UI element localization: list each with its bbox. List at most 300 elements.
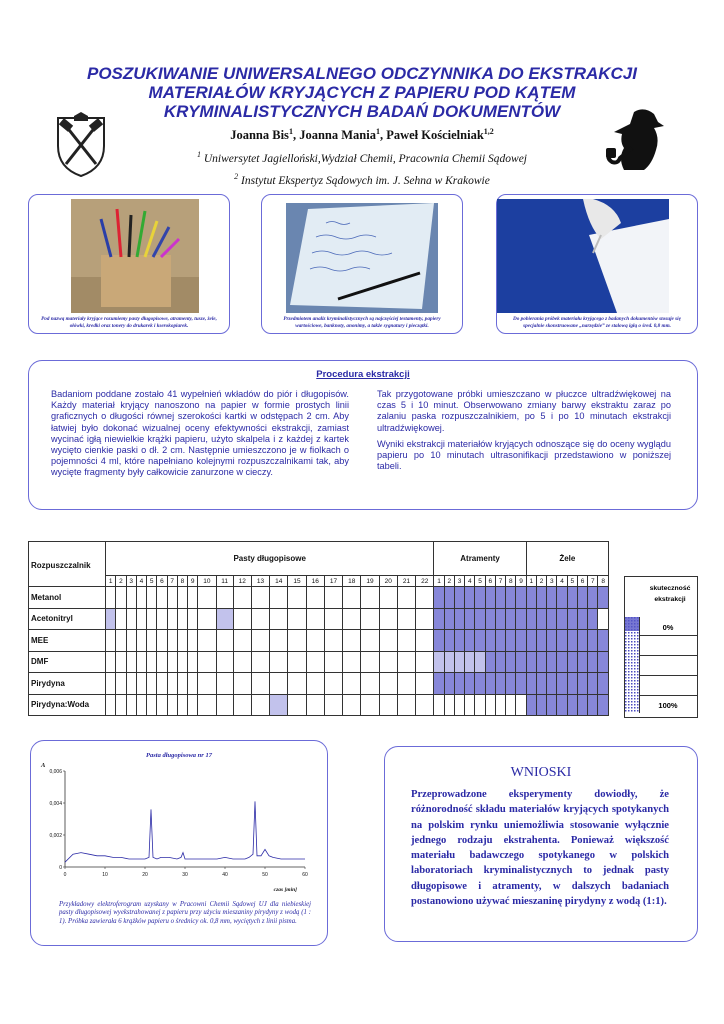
table-row — [29, 673, 609, 695]
result-cell — [361, 694, 379, 716]
column-number: 4 — [136, 576, 146, 587]
column-number: 6 — [157, 576, 167, 587]
result-cell — [526, 651, 536, 673]
column-number: 4 — [465, 576, 475, 587]
result-cell — [547, 587, 557, 609]
legend-title: skuteczność ekstrakcji — [649, 585, 691, 603]
procedure-title: Procedura ekstrakcji — [316, 369, 410, 380]
table-group-header: Atramenty — [434, 542, 526, 576]
result-cell — [526, 608, 536, 630]
result-cell — [306, 608, 324, 630]
x-tick-label: 0 — [63, 872, 67, 878]
result-cell — [434, 694, 444, 716]
result-cell — [416, 651, 434, 673]
result-cell — [567, 608, 577, 630]
result-cell — [598, 630, 609, 652]
column-number: 1 — [434, 576, 444, 587]
result-cell — [361, 673, 379, 695]
result-cell — [506, 608, 516, 630]
result-cell — [136, 673, 146, 695]
result-cell — [485, 651, 495, 673]
result-cell — [475, 694, 485, 716]
result-cell — [233, 673, 251, 695]
result-cell — [444, 587, 454, 609]
result-cell — [233, 630, 251, 652]
y-axis-label: A — [41, 762, 46, 769]
result-cell — [270, 608, 288, 630]
table-row — [29, 694, 609, 716]
x-tick-label: 60 — [302, 872, 308, 878]
column-number: 3 — [126, 576, 136, 587]
result-cell — [324, 673, 342, 695]
result-cell — [343, 673, 361, 695]
result-cell — [126, 694, 136, 716]
electropherogram-chart — [31, 741, 327, 901]
result-cell — [577, 694, 587, 716]
column-number: 3 — [547, 576, 557, 587]
column-number: 8 — [506, 576, 516, 587]
column-number: 14 — [270, 576, 288, 587]
result-cell — [444, 630, 454, 652]
result-cell — [444, 651, 454, 673]
result-cell — [454, 673, 464, 695]
table-row — [29, 587, 609, 609]
author-name: Joanna Mania — [299, 128, 376, 143]
result-cell — [177, 587, 187, 609]
column-number: 1 — [526, 576, 536, 587]
author-name: Joanna Bis — [230, 128, 289, 143]
result-cell — [270, 673, 288, 695]
column-number: 5 — [147, 576, 157, 587]
result-cell — [454, 651, 464, 673]
result-cell — [506, 587, 516, 609]
author-name: Paweł Kościelniak — [386, 128, 484, 143]
result-cell — [116, 587, 126, 609]
conclusions-text: Przeprowadzone eksperymenty dowiodły, że różnorodność składu materiałów kryjących spotykanych na polskim rynku uniemożliwia stosowanie wyłącznie jednego rodzaju ekstrahenta. Ponieważ większość materiału badawczego spotykanego w polskich laboratoriach kryminalistycznych to jednak pasty długopisowe i atramenty, w dalszych badaniach postanowiono używać mieszaninę pirydyny z wodą (1:1). — [411, 789, 669, 908]
result-cell — [495, 651, 505, 673]
result-cell — [588, 630, 598, 652]
result-cell — [288, 673, 306, 695]
column-number: 5 — [475, 576, 485, 587]
result-cell — [343, 587, 361, 609]
photo-box-sampling — [496, 194, 698, 334]
solvent-label: Pirydyna — [29, 673, 106, 695]
result-cell — [136, 587, 146, 609]
result-cell — [454, 587, 464, 609]
result-cell — [177, 630, 187, 652]
chart-caption: Przykładowy elektroferogram uzyskany w Pracowni Chemii Sądowej UJ dla niebieskiej pasty długopisowej wyekstrahowanej z papieru przy użyciu mieszaniny pirydyny z wodą (1 : 1). Próbka zawierała 6 krążków papieru o średnicy ok. 0,8 mm, wyciętych z linii pisma. — [59, 901, 311, 925]
result-cell — [116, 608, 126, 630]
poster-title: POSZUKIWANIE UNIWERSALNEGO ODCZYNNIKA DO EKSTRAKCJI MATERIAŁÓW KRYJĄCYCH Z PAPIERU POD KĄTEM KRYMINALISTYCZNYCH BADAŃ DOKUMENTÓW — [86, 64, 637, 121]
result-cell — [444, 608, 454, 630]
result-cell — [577, 608, 587, 630]
solvent-label: Pirydyna:Woda — [29, 694, 106, 716]
column-number: 13 — [251, 576, 269, 587]
result-cell — [343, 694, 361, 716]
result-cell — [485, 608, 495, 630]
result-cell — [167, 694, 177, 716]
result-cell — [495, 608, 505, 630]
result-cell — [516, 608, 526, 630]
result-cell — [557, 694, 567, 716]
result-cell — [116, 673, 126, 695]
result-cell — [147, 694, 157, 716]
result-cell — [465, 673, 475, 695]
result-cell — [485, 587, 495, 609]
result-cell — [233, 651, 251, 673]
result-cell — [167, 651, 177, 673]
x-axis-label: czas [min] — [273, 887, 297, 893]
result-cell — [567, 694, 577, 716]
procedure-right-text: Tak przygotowane próbki umieszczano w płuczce ultradźwiękowej na czas 5 i 10 minut. Obserwowano zmiany barwy ekstraktu zaraz po zalaniu paska rozpuszczalnikiem, po 5 i po 10 minutach ekstrakcji ultradźwiękowej. Wyniki ekstrakcji materiałów kryjących odnoszące się do oceny wyglądu papieru po 10 minutach ultrasonifikacji przedstawiono w poniższej tabeli. — [377, 389, 671, 472]
result-cell — [598, 651, 609, 673]
column-number: 21 — [397, 576, 415, 587]
result-cell — [198, 587, 216, 609]
legend-gradient — [625, 617, 639, 713]
result-cell — [434, 651, 444, 673]
chart-panel — [30, 740, 328, 946]
series-line — [65, 801, 305, 862]
result-cell — [557, 673, 567, 695]
result-cell — [216, 694, 233, 716]
result-cell — [167, 673, 177, 695]
result-cell — [198, 694, 216, 716]
result-cell — [167, 608, 177, 630]
result-cell — [557, 608, 567, 630]
result-cell — [116, 651, 126, 673]
legend-max-label: 100% — [658, 701, 678, 710]
result-cell — [475, 608, 485, 630]
result-cell — [270, 587, 288, 609]
result-cell — [465, 694, 475, 716]
result-cell — [270, 651, 288, 673]
result-cell — [475, 630, 485, 652]
result-cell — [288, 608, 306, 630]
x-tick-label: 30 — [182, 872, 188, 878]
column-number: 10 — [198, 576, 216, 587]
result-cell — [188, 608, 198, 630]
result-cell — [536, 694, 546, 716]
table-group-header: Pasty długopisowe — [106, 542, 434, 576]
result-cell — [136, 608, 146, 630]
result-cell — [157, 673, 167, 695]
result-cell — [434, 608, 444, 630]
result-cell — [251, 608, 269, 630]
result-cell — [116, 630, 126, 652]
result-cell — [288, 587, 306, 609]
result-cell — [454, 694, 464, 716]
result-cell — [397, 630, 415, 652]
result-cell — [567, 630, 577, 652]
handwritten-letter-photo — [286, 203, 438, 313]
result-cell — [547, 673, 557, 695]
result-cell — [536, 608, 546, 630]
result-cell — [465, 651, 475, 673]
result-cell — [416, 587, 434, 609]
result-cell — [216, 630, 233, 652]
result-cell — [136, 630, 146, 652]
result-cell — [126, 651, 136, 673]
table-row — [29, 630, 609, 652]
result-cell — [379, 608, 397, 630]
result-cell — [147, 673, 157, 695]
chart-title: Pasta długopisowa nr 17 — [146, 752, 212, 759]
result-cell — [416, 630, 434, 652]
result-cell — [379, 587, 397, 609]
result-cell — [547, 630, 557, 652]
photo-caption: Pod nazwą materiały kryjące rozumiemy pasty długopisowe, atramenty, tusze, żele, ołówki, kredki oraz tonery do drukarek i kserokopiarek. — [41, 316, 217, 329]
result-cell — [177, 651, 187, 673]
detective-silhouette-icon — [604, 108, 674, 174]
result-cell — [157, 587, 167, 609]
result-cell — [361, 608, 379, 630]
result-cell — [416, 608, 434, 630]
result-cell — [516, 587, 526, 609]
result-cell — [306, 587, 324, 609]
result-cell — [233, 587, 251, 609]
table-group-header: Żele — [526, 542, 608, 576]
column-number: 4 — [557, 576, 567, 587]
solvent-label: DMF — [29, 651, 106, 673]
conclusions-title: WNIOSKI — [510, 765, 572, 780]
result-cell — [536, 630, 546, 652]
result-cell — [324, 651, 342, 673]
result-cell — [324, 694, 342, 716]
authors: Joanna Bis$^1$, Joanna Mania$^1$, Paweł Kościelniak$^{1,2}$ — [230, 127, 494, 143]
column-number: 7 — [588, 576, 598, 587]
result-cell — [324, 630, 342, 652]
result-cell — [577, 630, 587, 652]
conclusions-panel — [384, 746, 698, 942]
result-cell — [598, 608, 609, 630]
result-cell — [495, 673, 505, 695]
result-cell — [434, 630, 444, 652]
result-cell — [516, 630, 526, 652]
result-cell — [577, 587, 587, 609]
y-tick-label: 0,002 — [49, 833, 62, 839]
result-cell — [324, 587, 342, 609]
photo-caption: Przedmiotem analiz kryminalistycznych są najczęściej testamenty, papiery wartościowe, banknoty, anonimy, a także sygnatury i pieczątki. — [283, 316, 441, 329]
result-cell — [416, 673, 434, 695]
result-cell — [126, 673, 136, 695]
column-number: 18 — [343, 576, 361, 587]
result-cell — [547, 608, 557, 630]
column-number: 9 — [516, 576, 526, 587]
result-cell — [475, 651, 485, 673]
result-cell — [106, 673, 116, 695]
result-cell — [506, 673, 516, 695]
result-cell — [547, 651, 557, 673]
result-cell — [516, 651, 526, 673]
result-cell — [216, 673, 233, 695]
result-cell — [106, 587, 116, 609]
result-cell — [516, 694, 526, 716]
column-number: 2 — [444, 576, 454, 587]
efficiency-legend — [624, 576, 698, 718]
result-cell — [506, 694, 516, 716]
result-cell — [588, 673, 598, 695]
result-cell — [188, 651, 198, 673]
column-number: 7 — [495, 576, 505, 587]
result-cell — [116, 694, 126, 716]
result-cell — [157, 608, 167, 630]
procedure-left-text: Badaniom poddane zostało 41 wypełnień wkładów do piór i długopisów. Każdy materiał kryjący nanoszono na papier w formie prostych linii graficznych o długości równej szerokości kartki w odstępach 2 cm. Aby łatwiej było dokonać wizualnej oceny efektywności ekstrakcji, zamiast wycinać igłą niewielkie krążki papieru, użyto skalpela i z każdej z kartek wycięto cienkie paski o dł. 2 cm. Następnie umieszczono je w fiolkach o pojemności 4 ml, które napełniano kolejnymi rozpuszczalnikami tak, aby wycięte fragmenty były całkowicie zanurzone w cieczy. — [51, 389, 349, 478]
result-cell — [251, 673, 269, 695]
column-number: 8 — [177, 576, 187, 587]
result-cell — [526, 694, 536, 716]
column-number: 11 — [216, 576, 233, 587]
result-cell — [188, 587, 198, 609]
affiliations: $^1$ Uniwersytet Jagielloński,Wydział Chemii, Pracownia Chemii Sądowej $^2$ Instytut Ekspertyz Sądowych im. J. Sehna w Krakowie — [196, 150, 527, 187]
result-cell — [454, 630, 464, 652]
column-number: 20 — [379, 576, 397, 587]
result-cell — [588, 651, 598, 673]
table-row — [29, 651, 609, 673]
result-cell — [198, 651, 216, 673]
result-cell — [167, 630, 177, 652]
result-cell — [465, 587, 475, 609]
result-cell — [126, 608, 136, 630]
result-cell — [343, 630, 361, 652]
result-cell — [516, 673, 526, 695]
result-cell — [216, 608, 233, 630]
photo-box-materials — [28, 194, 230, 334]
result-cell — [536, 587, 546, 609]
solvent-label: Acetonitryl — [29, 608, 106, 630]
x-tick-label: 20 — [142, 872, 148, 878]
result-cell — [157, 694, 167, 716]
result-cell — [416, 694, 434, 716]
solvent-label: MEE — [29, 630, 106, 652]
result-cell — [567, 673, 577, 695]
result-cell — [557, 630, 567, 652]
result-cell — [361, 630, 379, 652]
result-cell — [547, 694, 557, 716]
result-cell — [251, 651, 269, 673]
result-cell — [379, 694, 397, 716]
result-cell — [526, 630, 536, 652]
result-cell — [588, 694, 598, 716]
result-cell — [557, 651, 567, 673]
result-cell — [198, 630, 216, 652]
y-tick-label: 0 — [59, 865, 62, 871]
column-number: 15 — [288, 576, 306, 587]
result-cell — [343, 608, 361, 630]
y-tick-label: 0,006 — [49, 769, 62, 775]
result-cell — [177, 673, 187, 695]
legend-min-label: 0% — [662, 623, 674, 632]
result-cell — [251, 630, 269, 652]
result-cell — [157, 630, 167, 652]
photo-caption: Do pobierania próbek materiału kryjącego z badanych dokumentów stosuje się specjalnie skonstruowane „narzędzie” ze stalową igłą o śred. 0,8 mm. — [513, 316, 681, 329]
result-cell — [106, 694, 116, 716]
needle-sampling-photo — [497, 199, 669, 313]
result-cell — [306, 694, 324, 716]
column-number: 22 — [416, 576, 434, 587]
result-cell — [475, 587, 485, 609]
result-cell — [495, 587, 505, 609]
column-number: 6 — [577, 576, 587, 587]
result-cell — [106, 608, 116, 630]
result-cell — [288, 651, 306, 673]
table-corner-label: Rozpuszczalnik — [29, 542, 106, 587]
column-number: 7 — [167, 576, 177, 587]
result-cell — [397, 673, 415, 695]
result-cell — [526, 587, 536, 609]
result-cell — [454, 608, 464, 630]
result-cell — [557, 587, 567, 609]
result-cell — [147, 608, 157, 630]
result-cell — [233, 608, 251, 630]
result-cell — [444, 673, 454, 695]
result-cell — [324, 608, 342, 630]
result-cell — [506, 651, 516, 673]
result-cell — [343, 651, 361, 673]
result-cell — [306, 673, 324, 695]
result-cell — [361, 651, 379, 673]
result-cell — [361, 587, 379, 609]
result-cell — [233, 694, 251, 716]
result-cell — [198, 608, 216, 630]
column-number: 5 — [567, 576, 577, 587]
result-cell — [177, 694, 187, 716]
result-cell — [136, 694, 146, 716]
result-cell — [147, 630, 157, 652]
result-cell — [270, 694, 288, 716]
result-cell — [167, 587, 177, 609]
result-cell — [397, 608, 415, 630]
result-cell — [485, 630, 495, 652]
x-tick-label: 50 — [262, 872, 268, 878]
result-cell — [444, 694, 454, 716]
result-cell — [475, 673, 485, 695]
result-cell — [106, 630, 116, 652]
result-cell — [397, 694, 415, 716]
result-cell — [106, 651, 116, 673]
result-cell — [379, 651, 397, 673]
result-cell — [157, 651, 167, 673]
solvent-label: Metanol — [29, 587, 106, 609]
result-cell — [216, 587, 233, 609]
result-cell — [495, 630, 505, 652]
result-cell — [136, 651, 146, 673]
result-cell — [397, 651, 415, 673]
result-cell — [536, 651, 546, 673]
result-cell — [288, 630, 306, 652]
column-number: 17 — [324, 576, 342, 587]
result-cell — [126, 630, 136, 652]
result-cell — [288, 694, 306, 716]
result-cell — [588, 608, 598, 630]
results-table — [28, 541, 609, 716]
result-cell — [567, 651, 577, 673]
result-cell — [216, 651, 233, 673]
result-cell — [126, 587, 136, 609]
result-cell — [177, 608, 187, 630]
university-emblem-icon — [52, 112, 110, 178]
column-number: 3 — [454, 576, 464, 587]
column-number: 19 — [361, 576, 379, 587]
result-cell — [147, 587, 157, 609]
pens-in-holder-photo — [71, 199, 199, 313]
result-cell — [397, 587, 415, 609]
column-number: 8 — [598, 576, 609, 587]
result-cell — [379, 673, 397, 695]
result-cell — [598, 673, 609, 695]
result-cell — [306, 630, 324, 652]
procedure-panel — [28, 360, 698, 510]
column-number: 6 — [485, 576, 495, 587]
